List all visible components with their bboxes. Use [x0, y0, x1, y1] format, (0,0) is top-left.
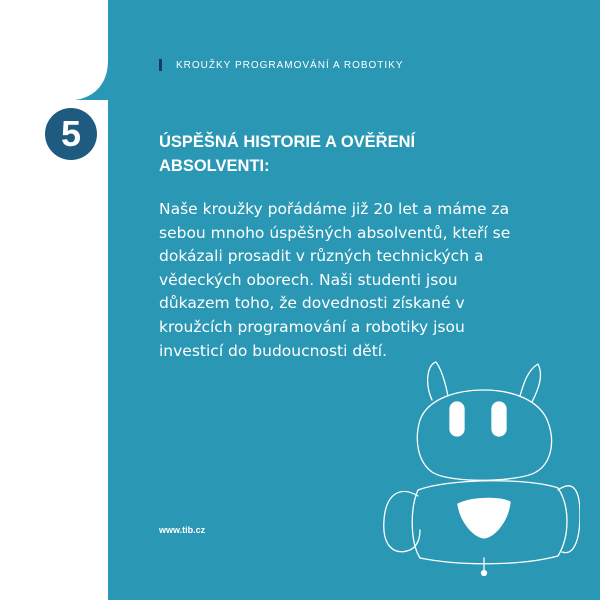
- robot-icon: [380, 360, 580, 580]
- category-label: KROUŽKY PROGRAMOVÁNÍ A ROBOTIKY: [176, 59, 404, 71]
- section-header: [159, 59, 404, 71]
- website-link[interactable]: www.tib.cz: [159, 525, 206, 535]
- step-number-badge: [38, 101, 104, 167]
- step-number: 5: [45, 108, 97, 160]
- body-paragraph: Naše kroužky pořádáme již 20 let a máme za sebou mnoho úspěšných absolventů, kteří se dokázali prosadit v různých technických a vědeckých oborech. Naši studenti jsou důkazem toho, že dovednosti získané v kroužcích programování a robotiky jsou investicí do budoucnosti dětí.: [159, 200, 511, 360]
- header-accent-bar: [159, 59, 162, 71]
- page-title: ÚSPĚŠNÁ HISTORIE A OVĚŘENÍ ABSOLVENTI:: [159, 133, 416, 175]
